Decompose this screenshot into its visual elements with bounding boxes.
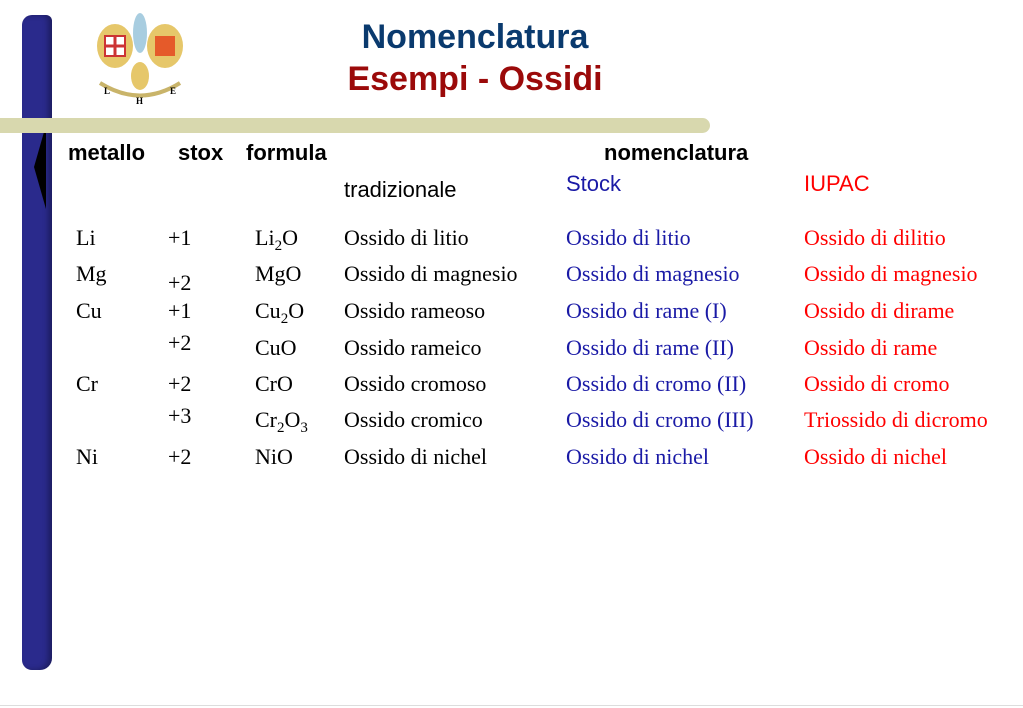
- divider: [0, 705, 1023, 706]
- formula-subscript: 3: [300, 420, 308, 436]
- cell-stox: +1: [168, 298, 192, 323]
- cell-stox: +2: [168, 371, 192, 396]
- cell-stox: +2: [168, 270, 192, 295]
- decorative-notch: [34, 125, 46, 209]
- cell-stock: Ossido di magnesio: [566, 261, 740, 286]
- cell-iupac: Ossido di dilitio: [804, 225, 946, 250]
- cell-stox: +2: [168, 444, 192, 469]
- formula-text: O: [284, 407, 301, 432]
- logo-letter-l: L: [104, 86, 111, 96]
- formula-text: O: [282, 225, 298, 250]
- cell-metallo: Mg: [76, 261, 107, 286]
- cell-formula: [255, 261, 301, 287]
- cell-tradizionale: Ossido di nichel: [344, 444, 487, 469]
- cell-metallo: Cu: [76, 298, 102, 323]
- cell-stock: Ossido di rame (I): [566, 298, 727, 323]
- formula-text: Cr: [255, 407, 277, 432]
- cell-stock: Ossido di nichel: [566, 444, 709, 469]
- cell-stock: Ossido di cromo (II): [566, 371, 747, 396]
- cell-tradizionale: Ossido cromoso: [344, 371, 487, 396]
- page-title: Nomenclatura: [361, 18, 589, 56]
- decorative-side-bar: [22, 15, 52, 670]
- cell-tradizionale: Ossido rameico: [344, 335, 482, 360]
- cell-formula: [255, 298, 305, 327]
- cell-stock: Ossido di cromo (III): [566, 407, 754, 432]
- cell-metallo: Ni: [76, 444, 98, 469]
- cell-tradizionale: Ossido di magnesio: [344, 261, 518, 286]
- cell-formula: [255, 371, 293, 397]
- cell-stox: +1: [168, 225, 192, 250]
- cell-formula: [255, 335, 297, 361]
- header-nomenclatura: nomenclatura: [604, 140, 749, 165]
- header-stox: stox: [178, 140, 224, 165]
- cell-stox: +2: [168, 330, 192, 355]
- formula-text: Li: [255, 225, 275, 250]
- page-subtitle: Esempi - Ossidi: [347, 60, 603, 98]
- cell-formula: [255, 225, 298, 254]
- decorative-band: [0, 118, 710, 133]
- formula-text: MgO: [255, 261, 302, 286]
- formula-text: NiO: [255, 444, 293, 469]
- cell-formula: [255, 444, 293, 470]
- formula-subscript: 2: [274, 238, 283, 254]
- cell-stock: Ossido di litio: [566, 225, 691, 250]
- cell-iupac: Ossido di magnesio: [804, 261, 978, 286]
- formula-text: O: [288, 298, 305, 323]
- cell-iupac: Ossido di nichel: [804, 444, 947, 469]
- formula-subscript: 2: [280, 311, 289, 327]
- header-iupac: IUPAC: [804, 171, 870, 196]
- formula-subscript: 2: [277, 420, 285, 436]
- cell-metallo: Cr: [76, 371, 98, 396]
- formula-text: CrO: [255, 371, 293, 396]
- formula-text: Cu: [255, 298, 281, 323]
- cell-metallo: Li: [76, 225, 96, 250]
- cell-tradizionale: Ossido rameoso: [344, 298, 486, 323]
- cell-iupac: Ossido di rame: [804, 335, 938, 360]
- logo-letter-h: H: [136, 96, 144, 106]
- logo-letter-e: E: [170, 86, 177, 96]
- cell-iupac: Triossido di dicromo: [804, 407, 988, 432]
- formula-text: CuO: [255, 335, 297, 360]
- header-metallo: metallo: [68, 140, 146, 165]
- header-formula: formula: [246, 140, 327, 165]
- cell-stox: +3: [168, 403, 192, 428]
- cell-tradizionale: Ossido cromico: [344, 407, 483, 432]
- header-tradizionale: tradizionale: [344, 177, 457, 202]
- cell-iupac: Ossido di dirame: [804, 298, 955, 323]
- cell-iupac: Ossido di cromo: [804, 371, 950, 396]
- cell-formula: [255, 407, 308, 436]
- cell-tradizionale: Ossido di litio: [344, 225, 469, 250]
- header-stock: Stock: [566, 171, 622, 196]
- cell-stock: Ossido di rame (II): [566, 335, 735, 360]
